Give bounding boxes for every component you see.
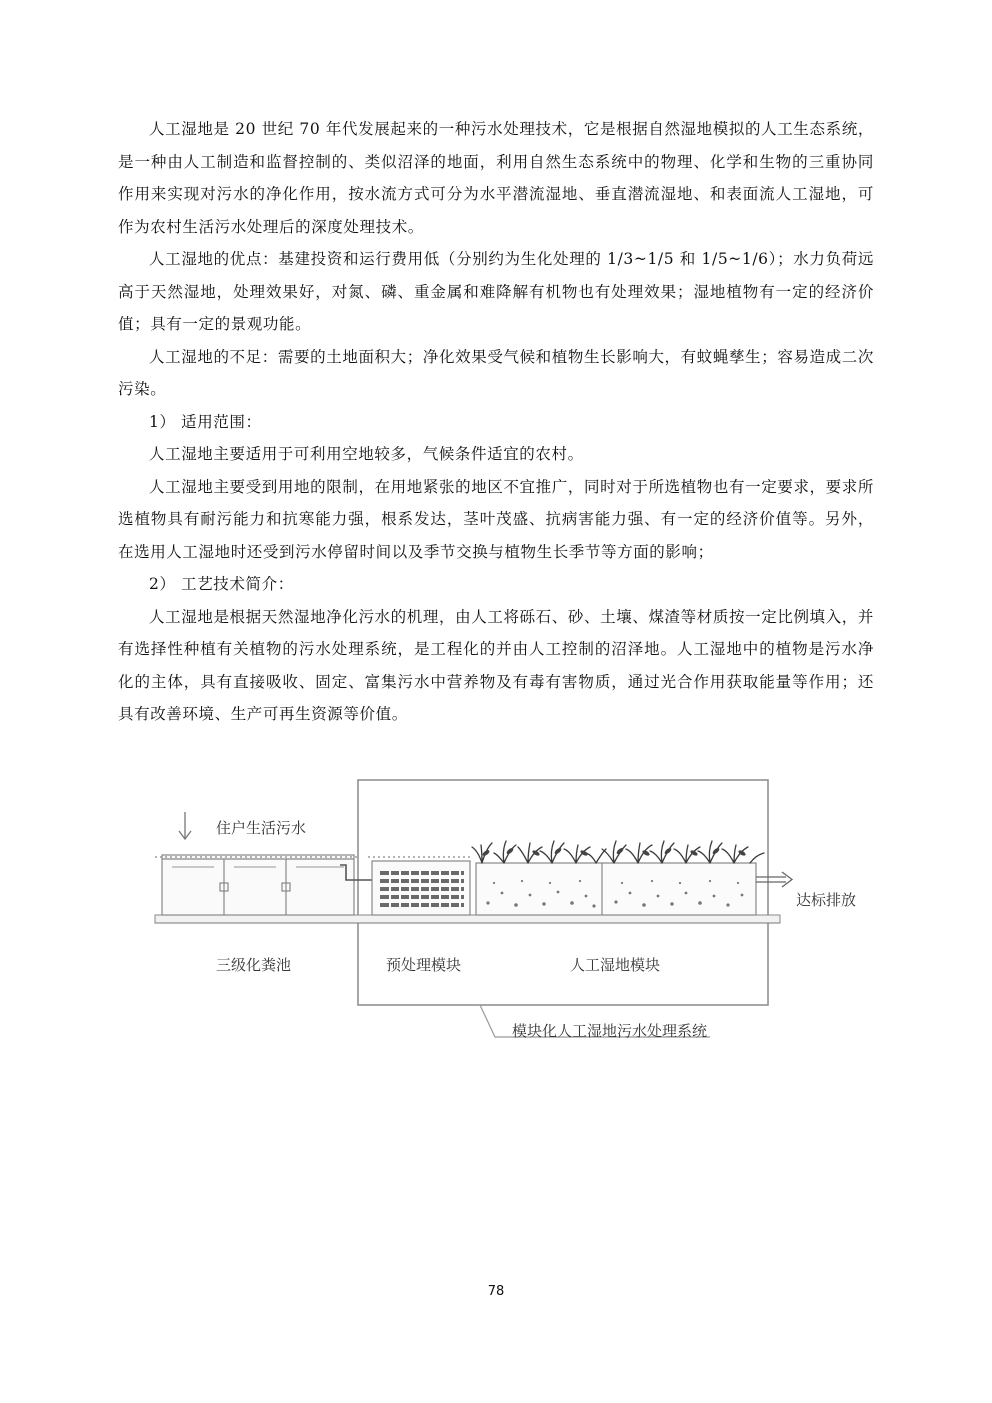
- paragraph-scope: 人工湿地主要适用于可利用空地较多，气候条件适宜的农村。: [149, 445, 584, 463]
- paragraph-intro: 人工湿地是 20 世纪 70 年代发展起来的一种污水处理技术，它是根据自然湿地模拟的人工生态系统，是一种由人工制造和监督控制的、类似沼泽的地面，利用自然生态系统中的物理、化学和生物的三重协同作用来实现对污水的净化作用，按水流方式可分为水平潜流湿地、垂直潜流湿地、和表面流人工湿地，可作为农村生活污水处理后的深度处理技术。: [118, 120, 874, 236]
- page-number: 78: [487, 1284, 505, 1299]
- wetland-module: [476, 863, 756, 915]
- section-heading-scope: 1） 适用范围：: [149, 412, 262, 431]
- wetland-system-diagram: [150, 775, 857, 1055]
- septic-tank: [155, 855, 360, 915]
- septic-tank-label: 三级化粪池: [216, 956, 292, 974]
- inflow-label: 住户生活污水: [216, 819, 307, 837]
- body-text: [118, 113, 874, 731]
- outflow-label: 达标排放: [796, 891, 857, 909]
- paragraph-process: 人工湿地是根据天然湿地净化污水的机理，由人工将砾石、砂、土壤、煤渣等材质按一定比例填入，并有选择性种植有关植物的污水处理系统，是工程化的并由人工控制的沼泽地。人工湿地中的植物是污水净化的主体，具有直接吸收、固定、富集污水中营养物及有毒有害物质，通过光合作用获取能量等作用；还具有改善环境、生产可再生资源等价值。: [118, 607, 874, 723]
- wetland-label: 人工湿地模块: [570, 956, 661, 974]
- section-heading-process: 2） 工艺技术简介：: [149, 575, 294, 593]
- paragraph-disadvantages: 人工湿地的不足：需要的土地面积大；净化效果受气候和植物生长影响大，有蚊蝇孳生；容易造成二次污染。: [118, 347, 874, 398]
- outflow-arrow-icon: [756, 872, 792, 887]
- base-slab: [155, 915, 780, 923]
- system-label: 模块化人工湿地污水处理系统: [512, 1022, 708, 1040]
- paragraph-limitations: 人工湿地主要受到用地的限制，在用地紧张的地区不宜推广，同时对于所选植物也有一定要求，要求所选植物具有耐污能力和抗寒能力强，根系发达，茎叶茂盛、抗病害能力强、有一定的经济价值等。另外，在选用人工湿地时还受到污水停留时间以及季节交换与植物生长季节等方面的影响；: [118, 477, 874, 561]
- inflow-arrow-icon: [179, 812, 191, 839]
- paragraph-advantages: 人工湿地的优点：基建投资和运行费用低（分别约为生化处理的 1/3~1/5 和 1/5~1/6）；水力负荷远高于天然湿地，处理效果好，对氮、磷、重金属和难降解有机物也有处理效果；湿地植物有一定的经济价值；具有一定的景观功能。: [118, 250, 874, 333]
- pretreatment-label: 预处理模块: [386, 956, 462, 974]
